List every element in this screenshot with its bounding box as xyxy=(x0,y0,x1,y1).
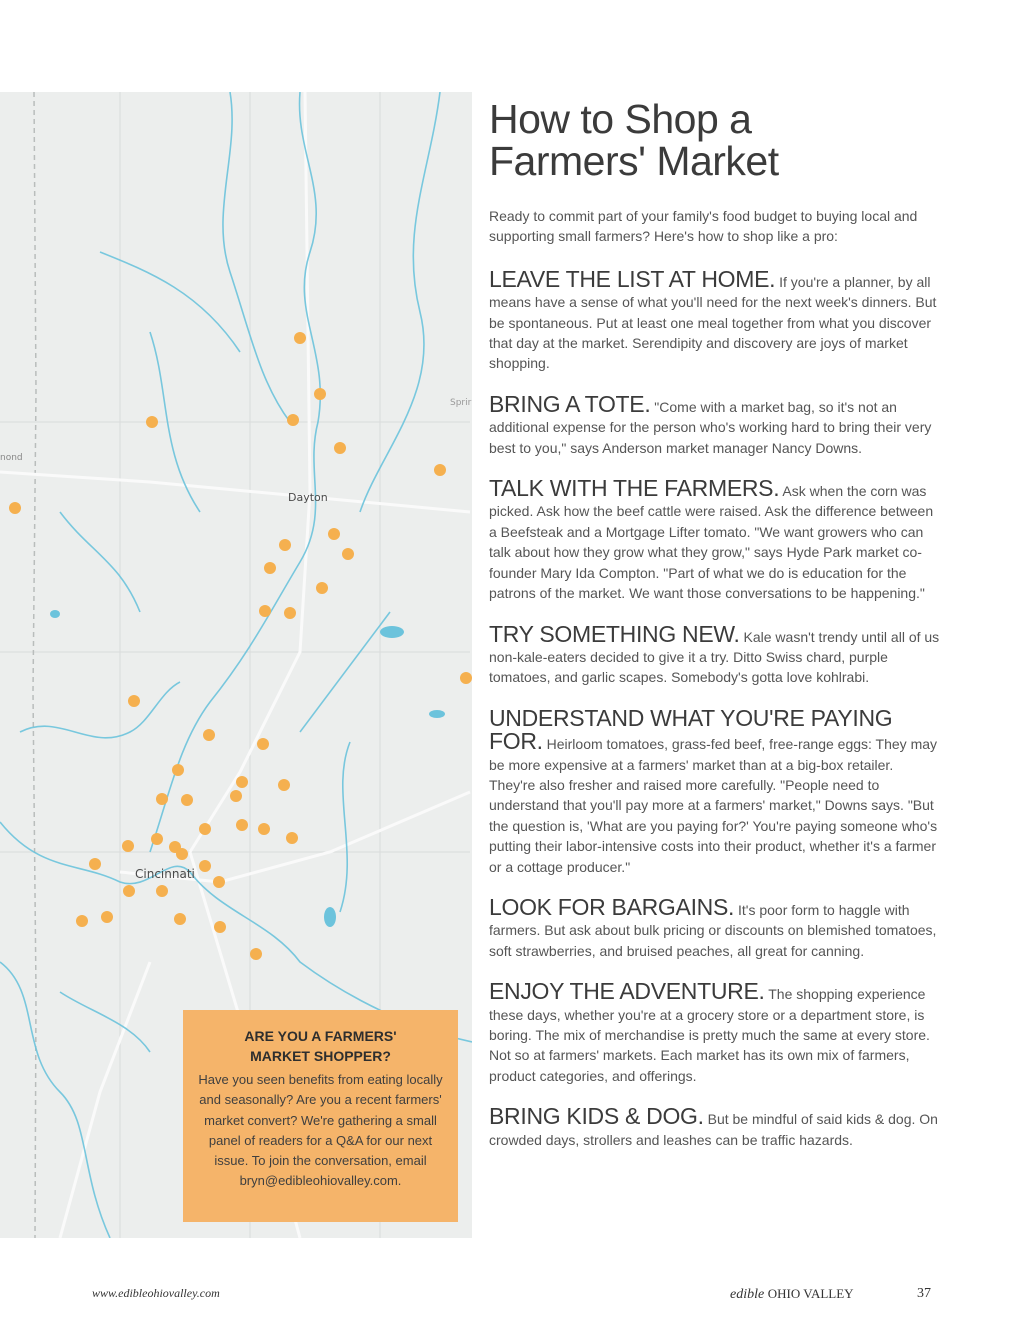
callout-heading-line1: ARE YOU A FARMERS' xyxy=(244,1028,397,1044)
tip-body: "Come with a market bag, so it's not an additional expense for the person who's working hard to bring their very best to you," says Anderson market manager Nancy Downs. xyxy=(489,398,932,456)
tip-body: If you're a planner, by all means have a sense of what you'll need for the next week's dinners. But be spontaneous. Put at least one meal together from what you discover that day at the market. Serendipity and discovery are joys of market shopping. xyxy=(489,273,937,372)
footer-brand-name: OHIO VALLEY xyxy=(767,1286,854,1301)
tip-heading: BRING A TOTE. xyxy=(489,390,651,417)
tip-heading: TRY SOMETHING NEW. xyxy=(489,620,740,647)
tip-body: It's poor form to haggle with farmers. But ask about bulk pricing or discounts on blemished tomatoes, soft strawberries, and bruised peaches, all great for canning. xyxy=(489,901,937,959)
tip-body: Heirloom tomatoes, grass-fed beef, free-range eggs: They may be more expensive at a farmers' market than at a big-box retailer. They're also fresher and raised more carefully. "People need to understand that you'll pay more at a farmers' market," Downs says. "But the question is, 'What are you paying for?' You're paying someone who's putting their labor-intensive costs into their product, whether it's a farmer or a cottage producer." xyxy=(489,736,938,875)
tip-try-new xyxy=(489,620,941,688)
tip-enjoy-adventure xyxy=(489,978,941,1086)
tip-body: Kale wasn't trendy until all of us non-kale-eaters decided to give it a try. Ditto Swiss chard, purple tomatoes, and garlic scapes. Somebody's gotta love kohlrabi. xyxy=(489,628,940,686)
callout-heading xyxy=(183,1026,458,1066)
page-number: 37 xyxy=(917,1286,931,1301)
city-label-dayton: Dayton xyxy=(288,491,328,504)
article-intro: Ready to commit part of your family's food budget to buying local and supporting small farmers? Here's how to shop like a pro: xyxy=(489,208,918,245)
tip-heading: LEAVE THE LIST AT HOME. xyxy=(489,265,776,292)
tip-talk-farmers xyxy=(489,475,941,603)
tip-heading: TALK WITH THE FARMERS. xyxy=(489,475,780,502)
article-title xyxy=(489,98,941,182)
shopper-callout-box xyxy=(183,1010,458,1222)
tip-body: But be mindful of said kids & dog. On crowded days, strollers and leashes can be traffic hazards. xyxy=(489,1111,938,1148)
tip-body: The shopping experience these days, whether you're at a grocery store or a department store, is boring. The mix of merchandise is pretty much the same at every store. Not so at farmers' markets. Each market has its own mix of farmers, product categories, and offerings. xyxy=(489,986,930,1084)
callout-body: Have you seen benefits from eating locally and seasonally? Are you a recent farmers' market convert? We're gathering a small panel of readers for a Q&A for our next issue. To join the conversation, email bryn@edibleohiovalley.com. xyxy=(198,1072,443,1189)
tip-heading: ENJOY THE ADVENTURE. xyxy=(489,978,765,1005)
title-line1: How to Shop a xyxy=(489,96,752,142)
article xyxy=(489,98,941,1150)
tip-bring-tote xyxy=(489,390,941,458)
tip-understand-paying xyxy=(489,704,941,877)
tip-heading: LOOK FOR BARGAINS. xyxy=(489,893,735,920)
callout-heading-line2: MARKET SHOPPER? xyxy=(250,1048,391,1064)
tip-body: Ask when the corn was picked. Ask how the beef cattle were raised. Ask the difference between a Beefsteak and a Mortgage Lifter tomato. "We want growers who can talk about how they grow what they grow," says Hyde Park market co-founder Mary Ida Compton. "Part of what we do is education for the patrons of the market. We want those conversations to be happening." xyxy=(489,483,934,602)
title-line2: Farmers' Market xyxy=(489,138,779,184)
city-label-cincinnati: Cincinnati xyxy=(135,867,195,881)
city-label-springfield-partial: Sprir xyxy=(450,398,472,408)
tip-look-bargains xyxy=(489,893,941,961)
footer-brand-italic: edible xyxy=(730,1287,765,1302)
tip-heading: BRING KIDS & DOG. xyxy=(489,1103,704,1130)
footer-website: www.edibleohiovalley.com xyxy=(92,1286,220,1300)
footer-brand xyxy=(730,1286,854,1303)
tip-heading: UNDERSTAND WHAT YOU'RE PAYING FOR. xyxy=(489,704,893,755)
city-label-richmond-partial: nond xyxy=(0,453,23,463)
tip-leave-list xyxy=(489,265,941,374)
tip-bring-kids-dog xyxy=(489,1103,941,1150)
